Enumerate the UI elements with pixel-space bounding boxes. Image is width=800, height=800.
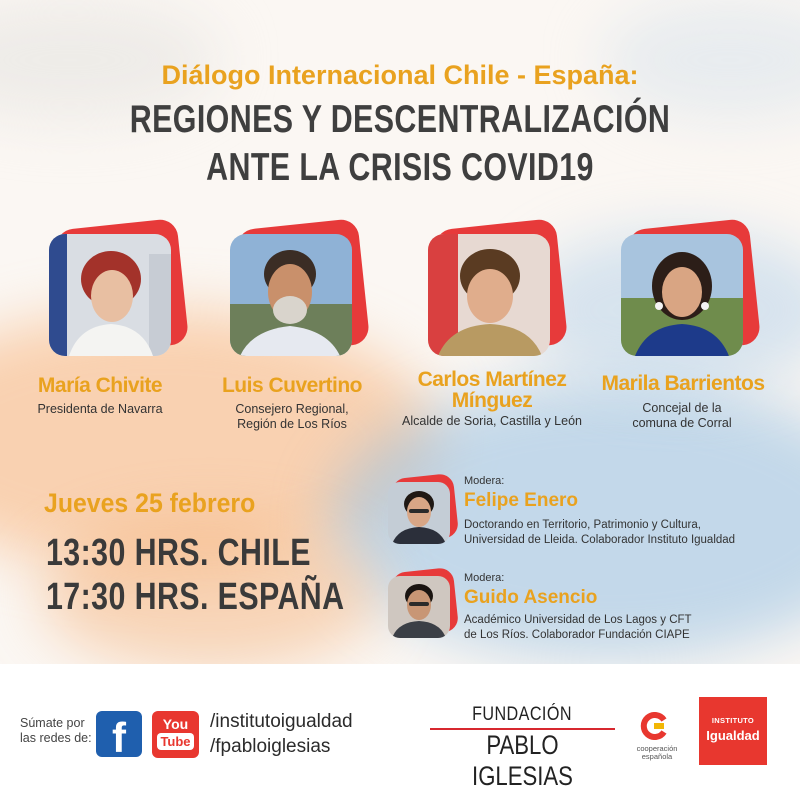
speaker-name: Marila Barrientos xyxy=(601,372,765,395)
moderator-desc-line1: Doctorando en Territorio, Patrimonio y Cultura, xyxy=(464,519,701,531)
speaker-role-line1: Consejero Regional, xyxy=(235,402,349,416)
social-invite-line1: Súmate por xyxy=(20,716,85,730)
speaker-role-line1: Concejal de la xyxy=(642,401,722,415)
moderator-photo-guido-asencio xyxy=(388,576,450,638)
moderator-desc-line1: Académico Universidad de Los Lagos y CFT xyxy=(464,614,692,626)
youtube-icon[interactable] xyxy=(152,711,199,758)
speaker-photo-luis-cuvertino xyxy=(230,234,355,359)
event-subtitle: Diálogo Internacional Chile - España: xyxy=(161,60,639,90)
event-title-line2: ANTE LA CRISIS COVID19 xyxy=(206,146,594,189)
moderator-label: Modera: xyxy=(464,572,505,584)
social-handle-instituto[interactable]: /institutoigualdad xyxy=(210,711,353,732)
speaker-name-line2: Mínguez xyxy=(451,389,533,412)
speaker-photo-maria-chivite xyxy=(49,234,174,359)
speaker-role-line2: comuna de Corral xyxy=(632,416,732,430)
speaker-role: Presidenta de Navarra xyxy=(37,402,163,416)
moderator-name: Felipe Enero xyxy=(464,490,579,511)
speaker-name: Luis Cuvertino xyxy=(221,374,362,397)
igualdad-label: Igualdad xyxy=(706,728,760,743)
social-handle-fundacion[interactable]: /fpabloiglesias xyxy=(210,736,331,757)
moderator-photo-felipe-enero xyxy=(388,482,450,544)
event-title-line1: REGIONES Y DESCENTRALIZACIÓN xyxy=(129,98,671,141)
cooperacion-espanola-text xyxy=(627,745,687,761)
speaker-name-line1: Carlos Martínez xyxy=(417,368,567,391)
youtube-you-text: You xyxy=(162,716,189,732)
speaker-photo-carlos-martinez xyxy=(428,234,553,359)
fundacion-logo-main: PABLO IGLESIAS xyxy=(472,730,573,791)
social-invite-line2: las redes de: xyxy=(20,731,92,745)
speaker-role-line2: Región de Los Ríos xyxy=(237,417,347,431)
moderator-label: Modera: xyxy=(464,475,505,487)
fundacion-logo-top: FUNDACIÓN xyxy=(472,704,572,725)
facebook-icon[interactable]: f xyxy=(96,711,142,757)
coop-line2: española xyxy=(641,752,673,761)
speaker-name: María Chivite xyxy=(37,374,163,397)
coop-line1: cooperación xyxy=(636,744,678,753)
event-time-spain: 17:30 HRS. ESPAÑA xyxy=(46,576,345,618)
moderator-desc-line2: Universidad de Lleida. Colaborador Instituto Igualdad xyxy=(464,534,736,546)
speaker-role: Alcalde de Soria, Castilla y León xyxy=(402,414,582,428)
cooperacion-espanola-logo-icon xyxy=(640,712,668,740)
moderator-desc-line2: de Los Ríos. Colaborador Fundación CIAPE xyxy=(464,629,690,641)
event-date: Jueves 25 febrero xyxy=(44,488,256,518)
speaker-photo-marila-barrientos xyxy=(621,234,746,359)
social-invite xyxy=(20,716,92,746)
moderator-name: Guido Asencio xyxy=(464,587,598,608)
instituto-label: INSTITUTO xyxy=(711,716,755,725)
instituto-igualdad-logo xyxy=(699,697,767,765)
event-time-chile: 13:30 HRS. CHILE xyxy=(46,532,311,574)
youtube-tube-text: Tube xyxy=(157,733,193,750)
